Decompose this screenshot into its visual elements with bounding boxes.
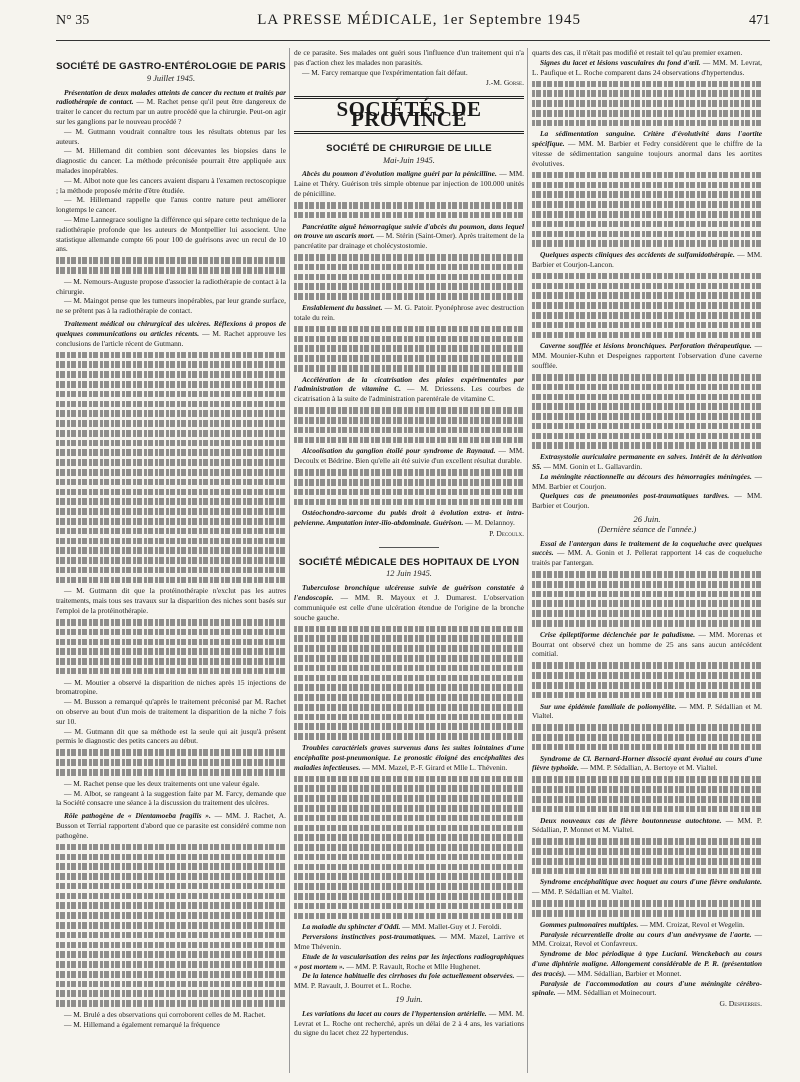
article-paragraph: — M. Hillemand rappelle que l'anus contre nature peut améliorer longtemps le cancer. xyxy=(56,195,286,215)
article-title: Signes du lacet et lésions vasculaires du fond d'œil. xyxy=(540,57,701,67)
article-paragraph: — M. Nemours-Auguste propose d'associer la radiothérapie de contact à la chirurgie. xyxy=(56,276,286,296)
article-text: — MM. Croizat, Revol et Confavreux. xyxy=(532,929,763,949)
article-paragraph xyxy=(532,754,762,774)
article-paragraph xyxy=(532,452,762,472)
article-title: Les variations du lacet au cours de l'hypertension artérielle. xyxy=(302,1008,487,1018)
column-2 xyxy=(294,48,524,1038)
article-text: — MM. Mazel, Larrive et Mme Thévenin. xyxy=(294,932,525,951)
article-text: — MM. Mazel, P.-F. Girard et Mlle L. Thévenin. xyxy=(362,762,508,772)
article-paragraph: — Mme Lannegrace souligne la différence qui sépare cette technique de la radiothérapie profonde que les auteurs de Montpellier lui associent. Une statistique allemande compte 66 pour 100 de guérisons avec un recul de 10 ans. xyxy=(56,214,286,254)
article-text: — MM. Sédallian et Moinecourt. xyxy=(557,988,657,998)
session-note: (Dernière séance de l'année.) xyxy=(597,524,697,534)
article-text: — MM. Mounier-Kuhn et Despeignes rapportent l'observation d'une caverne soufflée. xyxy=(532,341,762,370)
session-date: 19 Juin. xyxy=(395,994,423,1004)
signature: G. Despierres. xyxy=(719,999,762,1009)
article-title: Sur une épidémie familiale de poliomyélite. xyxy=(540,701,677,711)
article-title: Quelques cas de pneumonies post-traumatiques tardives. xyxy=(540,491,730,501)
article-paragraph xyxy=(532,702,762,722)
article-text: — MM. P. Ravault, J. Bourret et L. Roche. xyxy=(294,971,524,991)
article-title: Enslablement du bassinet. xyxy=(302,303,383,312)
article-paragraph: — M. Albot, se rangeant à la suggestion faite par M. Farcy, demande que la Société consacre une séance à la discussion du traitement des ulcères. xyxy=(56,788,286,808)
article-title: La méningite réactionnelle au décours des hémorragies méningées. xyxy=(540,471,752,481)
article-text: — MM. M. Levrat, L. Paufique et L. Roche comparent dans 24 observations d'hypertendus. xyxy=(532,57,762,77)
article-paragraph: — M. Albot note que les cancers avaient disparu à l'examen rectoscopique ; la méthode proposée mérite d'être étudiée. xyxy=(56,175,286,195)
article-paragraph: — M. Farcy remarque que l'expérimentation fait défaut. xyxy=(302,67,468,77)
article-paragraph: — M. Brulé a des observations qui corroborent celles de M. Rachet. xyxy=(64,1010,266,1020)
session-date: 9 Juillet 1945. xyxy=(146,73,196,83)
session-date: 12 Juin 1945. xyxy=(386,569,432,579)
signature: J.-M. Gorse. xyxy=(485,78,524,88)
article-title: Deux nouveaux cas de fièvre boutonneuse autochtone. xyxy=(540,815,722,825)
publication-title: LA PRESSE MÉDICALE, 1er Septembre 1945 xyxy=(257,12,582,28)
article-paragraph: — M. Maingot pense que les tumeurs inopérables, par leur grande surface, ne se prêtent pas à la radiothérapie de contact. xyxy=(56,296,286,316)
article-text: — MM. P. Sédallian et M. Vialtel. xyxy=(532,701,762,721)
article-paragraph xyxy=(294,952,524,972)
article-title: Syndrome encéphalitique avec hoquet au cours d'une fièvre ondulante. xyxy=(540,877,762,887)
article-paragraph: — M. Busson a remarqué qu'après le traitement préconisé par M. Rachet on observe au bout d'un mois de traitement la disparition de la niche 7 fois sur 10. xyxy=(56,697,286,726)
article-text: — MM. Laine et Théry. Guérison très simple obtenue par injection de 100.000 unités de pénicilline. xyxy=(294,169,524,198)
article-title: Accélération de la cicatrisation des plaies expérimentales par l'administration de vitamine C. xyxy=(294,374,524,394)
society-heading: SOCIÉTÉ DE CHIRURGIE DE LILLE xyxy=(326,142,492,154)
article-paragraph: — M. Hillemand a également remarqué la fréquence xyxy=(64,1019,220,1029)
article-paragraph xyxy=(294,743,524,772)
article-paragraph xyxy=(294,922,524,932)
article-text: — MM. Decoulx et Bédrine. Bien qu'elle ait été suivie d'un excellent résultat durable. xyxy=(294,446,524,466)
article-title: Extrasystolie auriculaire permanente en salves. Intérêt de la dérivation S5. xyxy=(532,452,762,471)
article-title: Présentation de deux malades atteints de cancer du rectum et traités par radiothérapie de contact. xyxy=(56,87,286,107)
article-text: — MM. P. Ravault, Roche et Mlle Hughenet. xyxy=(346,961,481,971)
article-text: — MM. Gonin et L. Gallavardin. xyxy=(543,461,643,471)
article-text: — MM. Barbier et Courjon-Lancon. xyxy=(532,250,762,269)
article-text: — M. Rachet approuve les conclusions de l'article récent de Gutmann. xyxy=(56,328,286,348)
column-1 xyxy=(56,48,286,1030)
article-paragraph xyxy=(532,920,762,930)
article-paragraph xyxy=(294,971,524,991)
article-text: — M. Rachet pense qu'il peut être dangereux de traiter le cancer du rectum par un autre procédé que la chirurgie. Peut-on agir sur les ganglions par le nouveau procédé ? xyxy=(56,97,286,126)
article-paragraph xyxy=(294,446,524,466)
article-paragraph xyxy=(56,811,286,840)
article-paragraph xyxy=(294,583,524,622)
article-text: — MM. M. Barbier et Fedry considèrent que le chiffre de la vitesse de sédimentation sanguine toujours anormal dans les aortites évolutives. xyxy=(532,139,762,168)
article-paragraph: de ce parasite. Ses malades ont guéri sous l'influence d'un traitement qui n'a pas d'action chez les malades non parasités. xyxy=(294,48,524,67)
article-title: Ostéochondro-sarcome du pubis droit à évolution extra- et intra-pelvienne. Amputation inter-ilio-abdominale. Guérison. xyxy=(294,508,524,528)
article-paragraph xyxy=(532,630,762,659)
article-paragraph: — M. Gutmann voudrait connaître tous les résultats obtenus par les auteurs. xyxy=(56,126,286,146)
article-paragraph xyxy=(294,169,524,198)
article-paragraph xyxy=(532,250,762,270)
column-divider xyxy=(289,48,290,1073)
society-heading: SOCIÉTÉ DE GASTRO-ENTÉROLOGIE DE PARIS xyxy=(56,61,286,72)
article-title: Abcès du poumon d'évolution maligne guéri par la pénicilline. xyxy=(302,169,497,179)
article-text: — MM. J. Rachet, A. Busson et Terrial rapportent d'abord que ce parasite est considéré comme non pathogène. xyxy=(56,811,286,840)
article-paragraph xyxy=(56,319,286,348)
article-title: Paralysie récurrentielle droite au cours d'un anévrysme de l'aorte. xyxy=(540,929,752,939)
signature: P. Decoulx. xyxy=(489,528,524,538)
article-paragraph xyxy=(532,472,762,492)
session-date: Mai-Juin 1945. xyxy=(383,155,435,165)
article-text: — MM. Barbier et Courjon. xyxy=(532,471,762,491)
issue-number: N° 35 xyxy=(56,13,90,28)
article-title: Traitement médical ou chirurgical des ulcères. Réflexions à propos de quelques communications ou articles récents. xyxy=(56,319,286,338)
article-paragraph: — M. Hillemand dit combien sont décevantes les biopsies dans le diagnostic du cancer. La méthode préconisée pourrait être appliquée aux malades inopérables. xyxy=(56,146,286,175)
article-title: Essai de l'antergan dans le traitement de la coqueluche avec quelques succès. xyxy=(532,538,762,558)
article-paragraph xyxy=(532,129,762,168)
article-title: Troubles caractériels graves survenus dans les suites lointaines d'une encéphalite post-pneumonique. Le pronostic éloigné des encéphalites des maladies infectieuses. xyxy=(294,743,524,772)
article-text: — MM. Morenas et Bourrat ont observé chez un homme de 25 ans sans aucun antécédent comitial. xyxy=(532,629,762,659)
article-title: Rôle pathogène de « Dientamoeba fragilis ». xyxy=(64,811,211,821)
article-paragraph xyxy=(532,341,762,370)
article-paragraph: — M. Rachet pense que les deux traitements ont une valeur égale. xyxy=(64,778,260,788)
article-title: Tuberculose bronchique ulcéreuse suivie de guérison constatée à l'endoscopie. xyxy=(294,583,524,603)
article-text: — MM. P. Sédallian, P. Monnet et M. Vialtel. xyxy=(532,815,762,835)
article-text: — MM. Barbier et Courjon. xyxy=(532,491,762,511)
session-date: 26 Juin. xyxy=(633,514,661,524)
page-number: 471 xyxy=(748,13,770,28)
article-text: — MM. P. Sédallian, A. Bertoye et M. Vialtel. xyxy=(580,763,718,773)
article-title: Caverne soufflée et lésions bronchiques. Perforation thérapeutique. xyxy=(540,341,752,351)
article-paragraph xyxy=(56,88,286,127)
article-paragraph xyxy=(532,979,762,999)
article-paragraph: — M. Moutier a observé la disparition de niches après 15 injections de bromatropine. xyxy=(56,677,286,697)
article-title: Perversions instinctives post-traumatiques. xyxy=(302,932,436,942)
article-paragraph xyxy=(532,491,762,511)
article-paragraph: quarts des cas, il n'était pas modifié et restait tel qu'au premier examen. xyxy=(532,48,743,57)
article-title: De la latence habituelle des cirrhoses du foie actuellement observées. xyxy=(302,971,515,981)
article-text: — M. Driessens. Les courbes de cicatrisation à la suite de l'administration parentérale de vitamine C. xyxy=(294,384,524,404)
section-rule xyxy=(379,547,439,548)
article-paragraph xyxy=(532,58,762,78)
article-title: La sédimentation sanguine. Critère d'évolutivité dans l'aortite spécifique. xyxy=(532,129,762,149)
article-paragraph: — M. Gutmann dit que sa méthode est la seule qui ait jusqu'à présent permis le diagnostic des petits cancers au début. xyxy=(56,726,286,746)
article-text: — M. G. Patoir. Pyonéphrose avec destruction totale du rein. xyxy=(294,303,524,322)
article-paragraph: — M. Gutmann dit que la protéinothérapie n'exclut pas les autres traitements, mais tous ses travaux sur la disparition des niches sont basés sur l'emploi de la protéinothérapie. xyxy=(56,586,286,615)
column-3 xyxy=(532,48,762,1009)
article-title: Gommes pulmonaires multiples. xyxy=(540,919,639,929)
article-text: — MM. R. Mayoux et J. Dumarest. L'observation communiquée est celle d'une ulcération étendue de l'origine de la bronche souche gauche. xyxy=(294,593,524,622)
article-paragraph xyxy=(532,930,762,950)
article-title: Etude de la vascularisation des reins par les injections radiographiques « post mortem ». xyxy=(294,951,524,971)
article-paragraph xyxy=(294,932,524,952)
article-title: Paralysie de l'accommodation au cours d'une méningite cérébro-spinale. xyxy=(532,978,762,998)
article-text: — M. Stérin (Saint-Omer). Après traitement de la pancréatite par drainage et cholécystostomie. xyxy=(294,231,524,251)
article-paragraph xyxy=(294,222,524,251)
column-divider xyxy=(527,48,528,1073)
header-rule xyxy=(56,40,770,41)
article-title: Syndrome de Cl. Bernard-Horner dissocié ayant évolué au cours d'une fièvre typhoïde. xyxy=(532,753,762,773)
article-paragraph xyxy=(294,508,524,528)
society-heading: SOCIÉTÉ MÉDICALE DES HOPITAUX DE LYON xyxy=(298,556,520,568)
article-text: — MM. M. Levrat et L. Roche ont recherché, après un délai de 2 à 4 ans, les variations du signe du lacet chez 22 hypertendus. xyxy=(294,1008,524,1038)
article-title: Pancréatite aiguë hémorragique suivie d'abcès du poumon, dans lequel on trouve un ascaris mort. xyxy=(294,221,524,241)
article-text: — MM. Mallet-Guy et J. Feroldi. xyxy=(402,922,502,932)
running-head xyxy=(56,12,770,36)
article-title: Syndrome de bloc périodique à type Luciani. Wenckebach au cours d'une diphtérie maligne. Allongement considérable de P. R. (présentation des tracés). xyxy=(532,949,762,978)
article-text: — M. Delannoy. xyxy=(465,518,515,528)
article-paragraph xyxy=(532,949,762,978)
article-title: Quelques aspects cliniques des accidents de sulfamidothérapie. xyxy=(540,250,735,260)
article-title: La maladie du sphincter d'Oddi. xyxy=(302,922,401,932)
article-paragraph xyxy=(532,539,762,568)
article-text: — MM. A. Gonin et J. Pellerat rapportent 14 cas de coqueluche traités par l'antergan. xyxy=(532,548,762,568)
article-text: — MM. Sédallian, Barbier et Monnet. xyxy=(567,968,682,978)
article-title: Alcoolisation du ganglion étoilé pour syndrome de Raynaud. xyxy=(302,446,496,456)
article-text: — MM. Croizat, Revol et Wegelin. xyxy=(640,919,745,929)
article-title: Crise épileptiforme déclenchée par le paludisme. xyxy=(540,629,696,639)
article-paragraph xyxy=(294,303,524,323)
article-paragraph xyxy=(532,877,762,897)
article-paragraph xyxy=(294,1009,524,1038)
article-paragraph xyxy=(532,816,762,836)
article-text: — MM. P. Sédallian et M. Vialtel. xyxy=(532,887,634,897)
article-paragraph xyxy=(294,375,524,404)
section-banner: SOCIÉTÉS DE PROVINCE xyxy=(294,96,524,134)
